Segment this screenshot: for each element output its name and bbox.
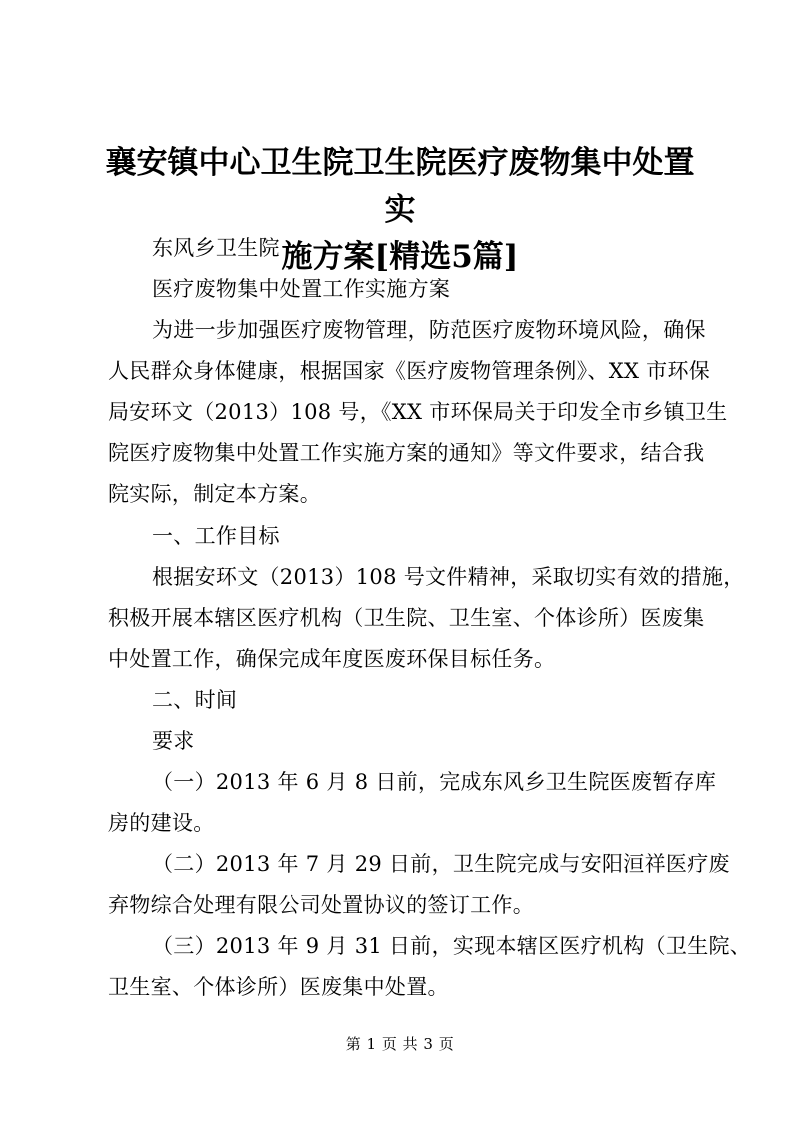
item-1-line-1: （一）2013 年 6 月 8 日前，完成东风乡卫生院医废暂存库 — [152, 770, 717, 794]
section-1-line-3: 中处置工作，确保完成年度医废环保目标任务。 — [108, 647, 556, 671]
organization-name: 东风乡卫生院 — [152, 236, 280, 260]
item-2-line-2: 弃物综合处理有限公司处置协议的签订工作。 — [108, 893, 534, 917]
section-2-subheading: 要求 — [152, 729, 195, 753]
intro-line-4: 院医疗废物集中处置工作实施方案的通知》等文件要求，结合我 — [108, 441, 705, 465]
intro-line-5: 院实际，制定本方案。 — [108, 482, 321, 506]
item-1-line-2: 房的建设。 — [108, 811, 215, 835]
intro-line-3: 局安环文（2013）108 号，《XX 市环保局关于印发全市乡镇卫生 — [108, 400, 728, 424]
section-1-line-1: 根据安环文（2013）108 号文件精神，采取切实有效的措施， — [152, 565, 745, 589]
item-3-line-2: 卫生室、个体诊所）医废集中处置。 — [108, 975, 449, 999]
title-line-1: 襄安镇中心卫生院卫生院医疗废物集中处置实 — [105, 145, 695, 228]
plan-subtitle: 医疗废物集中处置工作实施方案 — [152, 277, 451, 301]
section-1-heading: 一、工作目标 — [152, 524, 280, 548]
intro-line-2: 人民群众身体健康，根据国家《医疗废物管理条例》、XX 市环保 — [108, 359, 711, 383]
title-line-2: 施方案[精选5篇] — [281, 239, 519, 275]
section-1-line-2: 积极开展本辖区医疗机构（卫生院、卫生室、个体诊所）医废集 — [108, 606, 705, 630]
item-2-line-1: （二）2013 年 7 月 29 日前，卫生院完成与安阳洹祥医疗废 — [152, 852, 730, 876]
item-3-line-1: （三）2013 年 9 月 31 日前，实现本辖区医疗机构（卫生院、 — [152, 934, 752, 958]
page-footer: 第 1 页 共 3 页 — [345, 1035, 455, 1053]
intro-line-1: 为进一步加强医疗废物管理，防范医疗废物环境风险，确保 — [152, 318, 706, 342]
section-2-heading: 二、时间 — [152, 688, 238, 712]
